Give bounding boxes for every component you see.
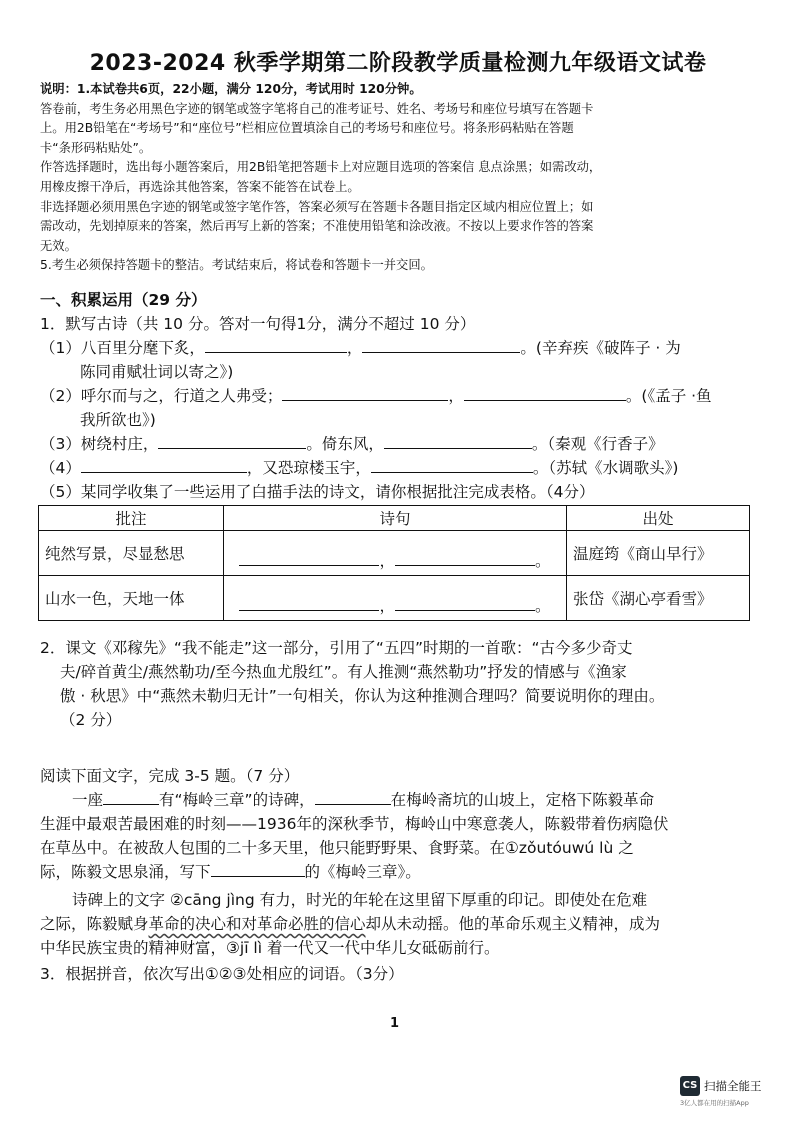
instruction-line: 用橡皮擦干净后，再选涂其他答案，答案不能答在试卷上。 (40, 179, 360, 194)
passage-line: 诗碑上的文字 ②cāng jìng 有力，时光的年轮在这里留下厚重的印记。即使处在危难 (72, 891, 648, 909)
q2-line: 傲 · 秋思》中“燕然未勒归无计”一句相关，你认为这种推测合理吗？简要说明你的理由。 (60, 687, 665, 705)
table-source: 张岱《湖心亭看雪》 (567, 576, 750, 621)
answer-blank[interactable] (315, 788, 391, 805)
annotation-table (38, 505, 750, 621)
q1-item-3 (40, 432, 780, 456)
q1-3-text-a: （3）树绕村庄， (40, 435, 159, 453)
answer-blank[interactable] (395, 594, 535, 611)
instruction-line: 无效。 (40, 238, 77, 253)
scanner-watermark (680, 1076, 772, 1106)
page-number: 1 (390, 1016, 400, 1031)
q1-3-text-b: 。倚东风， (306, 435, 384, 453)
q1-item-4 (40, 456, 780, 480)
instruction-line: 需改动，先划掉原来的答案，然后再写上新的答案；不准使用铅笔和涂改液。不按以上要求作答的答案 (40, 219, 594, 234)
instruction-line: 说明：1.本试卷共6页，22小题，满分 120分，考试用时 120分钟。 (40, 82, 422, 96)
q1-3-text-c: 。（秦观《行香子》 (531, 435, 664, 453)
passage-line: 中华民族宝贵的精神财富，③jī lì 着一代又一代中华儿女砥砺前行。 (40, 939, 500, 957)
answer-blank[interactable] (103, 788, 159, 805)
passage-text: 一座 (72, 791, 104, 809)
answer-blank[interactable] (239, 549, 379, 566)
table-verse-cell: ， 。 (224, 531, 567, 576)
q1-1-text-b: 。(辛弃疾《破阵子 · 为 (520, 339, 681, 357)
answer-blank[interactable] (464, 384, 626, 401)
answer-blank[interactable] (371, 456, 533, 473)
q1-stem: 1．默写古诗（共 10 分。答对一句得1分，满分不超过 10 分） (40, 315, 476, 333)
q1-2-text-b: 。(《孟子 ·鱼 (625, 387, 712, 405)
q1-1-text-a: （1）八百里分麾下炙， (40, 339, 205, 357)
passage-line: 生涯中最艰苦最困难的时刻——1936年的深秋季节，梅岭山中寒意袭人，陈毅带着伤病隐伏 (40, 815, 669, 833)
q1-item-5: （5）某同学收集了一些运用了白描手法的诗文，请你根据批注完成表格。（4分） (40, 483, 595, 501)
wavy-underlined-text: 革命的决心和对革命必胜的信心 (148, 915, 366, 933)
scanner-name: 扫描全能王 (704, 1079, 762, 1093)
reading-intro: 阅读下面文字，完成 3-5 题。（7 分） (40, 767, 300, 785)
q1-4-text-a: （4） (40, 459, 81, 477)
table-source: 温庭筠《商山早行》 (567, 531, 750, 576)
table-header: 批注 (39, 506, 224, 531)
instruction-line: 5.考生必须保持答题卡的整洁。考试结束后，将试卷和答题卡一并交回。 (40, 258, 433, 273)
table-row (39, 531, 750, 576)
table-verse-cell: ， 。 (224, 576, 567, 621)
scanner-tagline: 3亿人都在用的扫描App (680, 1099, 749, 1107)
q1-item-2-cont: 我所欲也》) (80, 411, 156, 429)
instruction-line: 非选择题必须用黑色字迹的钢笔或签字笔作答，答案必须写在答题卡各题目指定区域内相应位置上；如 (40, 199, 594, 214)
instruction-line: 卡“条形码粘贴处”。 (40, 140, 152, 155)
q2-line: （2 分） (60, 711, 122, 729)
q1-item-2: （2）呼尔而与之，行道之人弗受； ， 。(《孟子 ·鱼 (40, 384, 780, 408)
table-note: 纯然写景，尽显愁思 (39, 531, 224, 576)
passage-line (40, 912, 780, 936)
exam-title: 2023-2024 秋季学期第二阶段教学质量检测九年级语文试卷 (89, 51, 707, 76)
passage-text: 却从未动摇。他的革命乐观主义精神，成为 (365, 915, 661, 933)
passage-line (40, 860, 780, 884)
scanner-logo-icon: CS (680, 1076, 700, 1096)
answer-blank[interactable] (239, 594, 379, 611)
passage-line: 在草丛中。在被敌人包围的二十多天里，他只能野野果、食野菜。在①zǒutóuwú lù 之 (40, 839, 634, 857)
instructions (40, 80, 770, 276)
q2-line: 2．课文《邓稼先》“我不能走”这一部分，引用了“五四”时期的一首歌：“古今多少奇丈 (40, 639, 633, 657)
answer-blank[interactable] (205, 336, 347, 353)
passage-text: 之际，陈毅赋身 (40, 915, 149, 933)
answer-blank[interactable] (395, 549, 535, 566)
q1-4-text-c: 。（苏轼《水调歌头》) (532, 459, 679, 477)
table-header: 诗句 (224, 506, 567, 531)
table-note: 山水一色，天地一体 (39, 576, 224, 621)
q1-4-text-b: ，又恐琼楼玉宇， (246, 459, 371, 477)
passage-text: 有“梅岭三章”的诗碑， (159, 791, 315, 809)
q1-item-1: （1）八百里分麾下炙， ， 。(辛弃疾《破阵子 · 为 (40, 336, 780, 360)
passage-text: 际，陈毅文思泉涌，写下 (40, 863, 211, 881)
q2-line: 夫/碎首黄尘/燕然勒功/至今热血尤殷红”。有人推测“燕然勒功”抒发的情感与《渔家 (60, 663, 627, 681)
table-header: 出处 (567, 506, 750, 531)
instruction-line: 作答选择题时，选出每小题答案后，用2B铅笔把答题卡上对应题目选项的答案信 息点涂黑；如需改动， (40, 160, 602, 175)
instruction-line: 上。用2B铅笔在“考场号”和“座位号”栏相应位置填涂自己的考场号和座位号。将条形码粘贴在答题 (40, 121, 574, 136)
answer-blank[interactable] (362, 336, 520, 353)
instruction-line: 答卷前，考生务必用黑色字迹的钢笔或签字笔将自己的准考证号、姓名、考场号和座位号填写在答题卡 (40, 101, 594, 116)
answer-blank[interactable] (282, 384, 448, 401)
answer-blank[interactable] (211, 860, 305, 877)
answer-blank[interactable] (158, 432, 306, 449)
passage-text: 在梅岭斋坑的山坡上，定格下陈毅革命 (390, 791, 655, 809)
q3-stem: 3．根据拼音，依次写出①②③处相应的词语。（3分） (40, 965, 404, 983)
answer-blank[interactable] (384, 432, 532, 449)
q1-item-1-cont: 陈同甫赋壮词以寄之》) (80, 363, 234, 381)
q1-2-text-a: （2）呼尔而与之，行道之人弗受； (40, 387, 283, 405)
passage-line (72, 788, 794, 812)
answer-blank[interactable] (81, 456, 247, 473)
section-heading: 一、积累运用（29 分） (40, 291, 207, 309)
passage-text: 的《梅岭三章》。 (304, 863, 421, 881)
table-row (39, 576, 750, 621)
